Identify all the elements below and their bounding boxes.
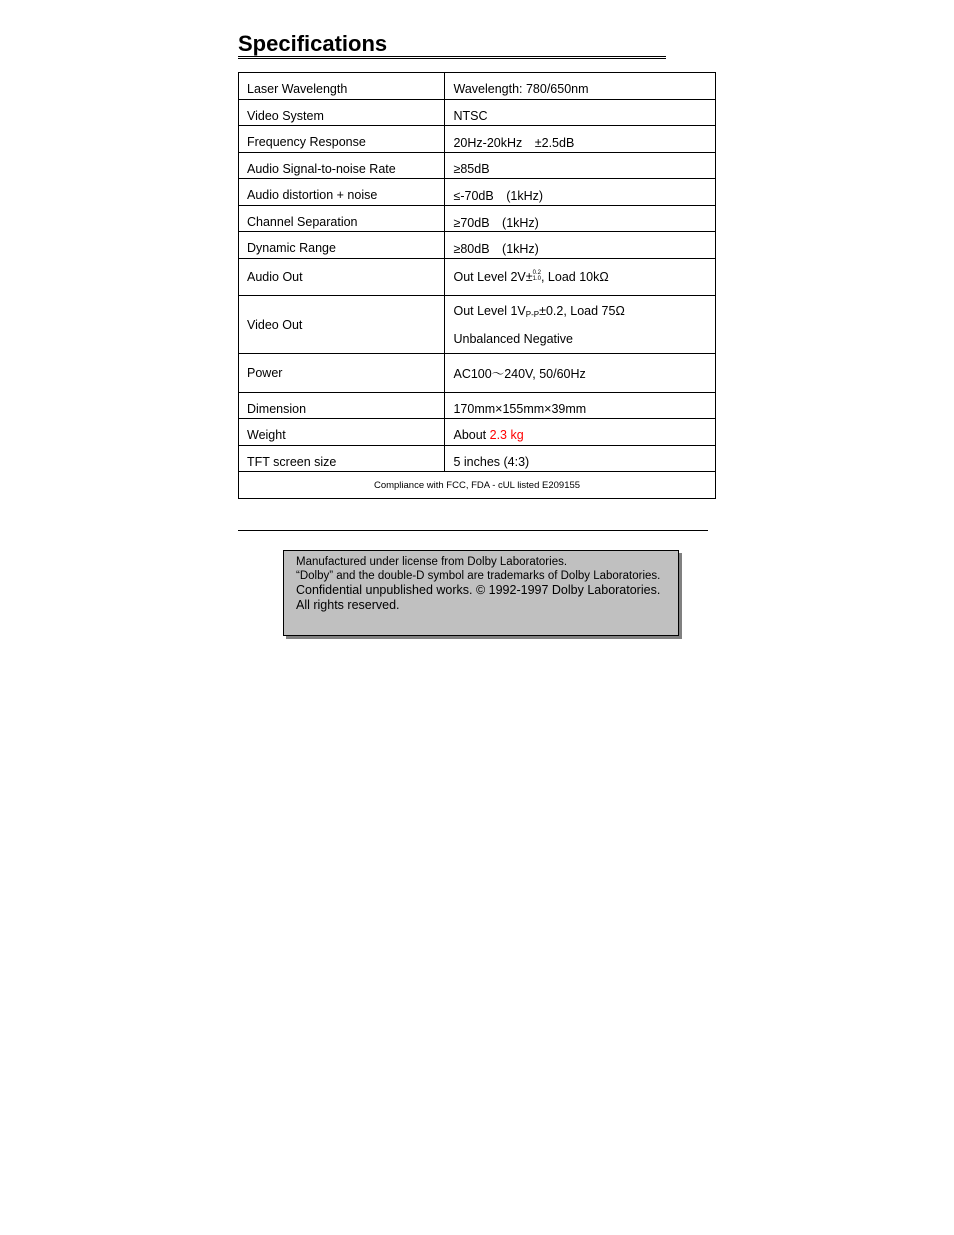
spec-value-power: AC100～240V, 50/60Hz [445, 354, 716, 393]
page-title: Specifications [238, 31, 388, 56]
spec-label-video-system: Video System [239, 100, 445, 126]
section-divider [238, 530, 708, 531]
spec-value-channel-separation: ≥70dB (1kHz) [445, 206, 716, 232]
spec-label-audio-distortion: Audio distortion + noise [239, 179, 445, 206]
spec-value-weight: About 2.3 kg [445, 419, 716, 446]
spec-value-audio-distortion: ≤-70dB (1kHz) [445, 179, 716, 206]
spec-label-laser-wavelength: Laser Wavelength [239, 73, 445, 100]
spec-label-dynamic-range: Dynamic Range [239, 232, 445, 259]
notice-line-1: Manufactured under license from Dolby Laboratories. [296, 556, 568, 568]
spec-value-laser-wavelength: Wavelength: 780/650nm [445, 73, 716, 100]
spec-value-video-system: NTSC [445, 100, 716, 126]
spec-value-dimension: 170mm×155mm×39mm [445, 393, 716, 419]
notice-line-2: “Dolby” and the double-D symbol are trademarks of Dolby Laboratories. [296, 569, 661, 582]
spec-label-audio-out: Audio Out [239, 259, 445, 296]
weight-highlight: 2.3 kg [489, 428, 524, 442]
spec-value-frequency-response: 20Hz-20kHz ±2.5dB [445, 126, 716, 153]
table-row [239, 232, 716, 259]
table-row [239, 179, 716, 206]
spec-label-frequency-response: Frequency Response [239, 126, 445, 153]
spec-label-tft-screen-size: TFT screen size [239, 446, 445, 472]
spec-label-audio-snr: Audio Signal-to-noise Rate [239, 153, 445, 179]
page-header [238, 30, 666, 58]
spec-label-channel-separation: Channel Separation [239, 206, 445, 232]
spec-label-power: Power [239, 354, 445, 393]
compliance-footer: Compliance with FCC, FDA - cUL listed E209155 [239, 472, 716, 499]
table-row [239, 296, 716, 354]
notice-line-4: All rights reserved. [296, 598, 400, 612]
notice-line-3: Confidential unpublished works. © 1992-1997 Dolby Laboratories. [296, 583, 661, 597]
spec-value-audio-out: Out Level 2V±0.2 1.0, Load 10kΩ [445, 259, 716, 296]
spec-value-dynamic-range: ≥80dB (1kHz) [445, 232, 716, 259]
table-row [239, 419, 716, 446]
table-row [239, 153, 716, 179]
spec-value-audio-snr: ≥85dB [445, 153, 716, 179]
table-row [239, 206, 716, 232]
specifications-table [238, 72, 716, 499]
table-row [239, 446, 716, 472]
table-row [239, 126, 716, 153]
spec-label-video-out: Video Out [239, 296, 445, 354]
spec-label-dimension: Dimension [239, 393, 445, 419]
table-row [239, 354, 716, 393]
table-row [239, 100, 716, 126]
spec-value-tft-screen-size: 5 inches (4:3) [445, 446, 716, 472]
table-row [239, 472, 716, 499]
tolerance-stack: 0.2 1.0 [532, 269, 541, 282]
table-row [239, 393, 716, 419]
dolby-license-notice [283, 550, 679, 636]
table-row [239, 259, 716, 296]
table-row [239, 73, 716, 100]
spec-label-weight: Weight [239, 419, 445, 446]
title-double-underline [238, 56, 666, 59]
spec-value-video-out: Out Level $1V_{P-P}\pm 0.2$, Load 75Ω Unbalanced Negative [445, 296, 716, 354]
